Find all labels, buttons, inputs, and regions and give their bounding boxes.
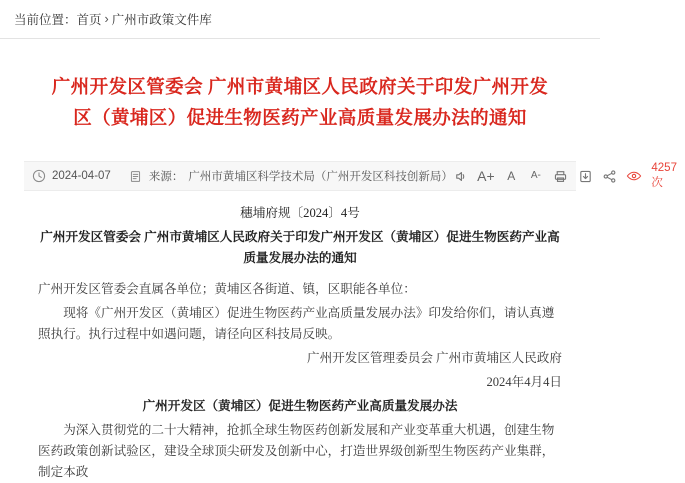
meta-date-group (30, 168, 111, 185)
breadcrumb-separator: › (104, 12, 109, 26)
document-number: 穗埔府规〔2024〕4号 (240, 206, 360, 220)
share-icon[interactable] (602, 168, 618, 185)
document-heading: 广州开发区管委会 广州市黄埔区人民政府关于印发广州开发区（黄埔区）促进生物医药产业高质量发展办法的通知 (40, 230, 560, 265)
document-meta-bar (24, 161, 677, 191)
breadcrumb (0, 0, 600, 39)
font-normal-button[interactable]: A (507, 169, 516, 183)
meta-source-group (127, 168, 453, 185)
document-source: 广州市黄埔区科学技术局（广州开发区科技创新局） (188, 171, 453, 183)
download-icon[interactable] (577, 168, 593, 185)
print-icon[interactable] (553, 168, 569, 185)
document-body (38, 203, 562, 483)
document-sign-date: 2024年4月4日 (486, 375, 562, 389)
breadcrumb-item-home[interactable]: 首页 (76, 13, 102, 27)
view-count: 4257次 (651, 162, 677, 189)
page-title: 广州开发区管委会 广州市黄埔区人民政府关于印发广州开发区（黄埔区）促进生物医药产业高质量发展办法的通知 (51, 78, 549, 129)
font-increase-button[interactable]: A+ (477, 168, 495, 184)
document-toolbar (453, 162, 685, 190)
document-signature: 广州开发区管理委员会 广州市黄埔区人民政府 (306, 351, 562, 365)
views-icon (626, 169, 641, 184)
document-tail-paragraph: 为深入贯彻党的二十大精神，抢抓全球生物医药创新发展和产业变革重大机遇，创建生物医药政策创新试验区，建设全球顶尖研发及创新中心，打造世界级创新型生物医药产业集群，制定本政 (38, 423, 555, 479)
font-decrease-button[interactable]: A- (530, 170, 541, 181)
document-date: 2024-04-07 (52, 170, 111, 182)
document-source-label: 来源： (148, 171, 184, 183)
document-paragraph-recipients: 广州开发区管委会直属各单位；黄埔区各街道、镇，区职能各单位： (38, 282, 416, 296)
calendar-icon (30, 168, 47, 185)
spacer (38, 272, 562, 279)
audio-icon[interactable] (453, 168, 469, 185)
document-paragraph-body: 现将《广州开发区（黄埔区）促进生物医药产业高质量发展办法》印发给你们，请认真遵照执行。执行过程中如遇问题，请径向区科技局反映。 (38, 306, 555, 341)
breadcrumb-label: 当前位置： (14, 13, 77, 27)
document-icon (127, 168, 144, 185)
breadcrumb-item-policy-library[interactable]: 广州市政策文件库 (111, 13, 212, 27)
document-subtitle: 广州开发区（黄埔区）促进生物医药产业高质量发展办法 (142, 399, 458, 413)
